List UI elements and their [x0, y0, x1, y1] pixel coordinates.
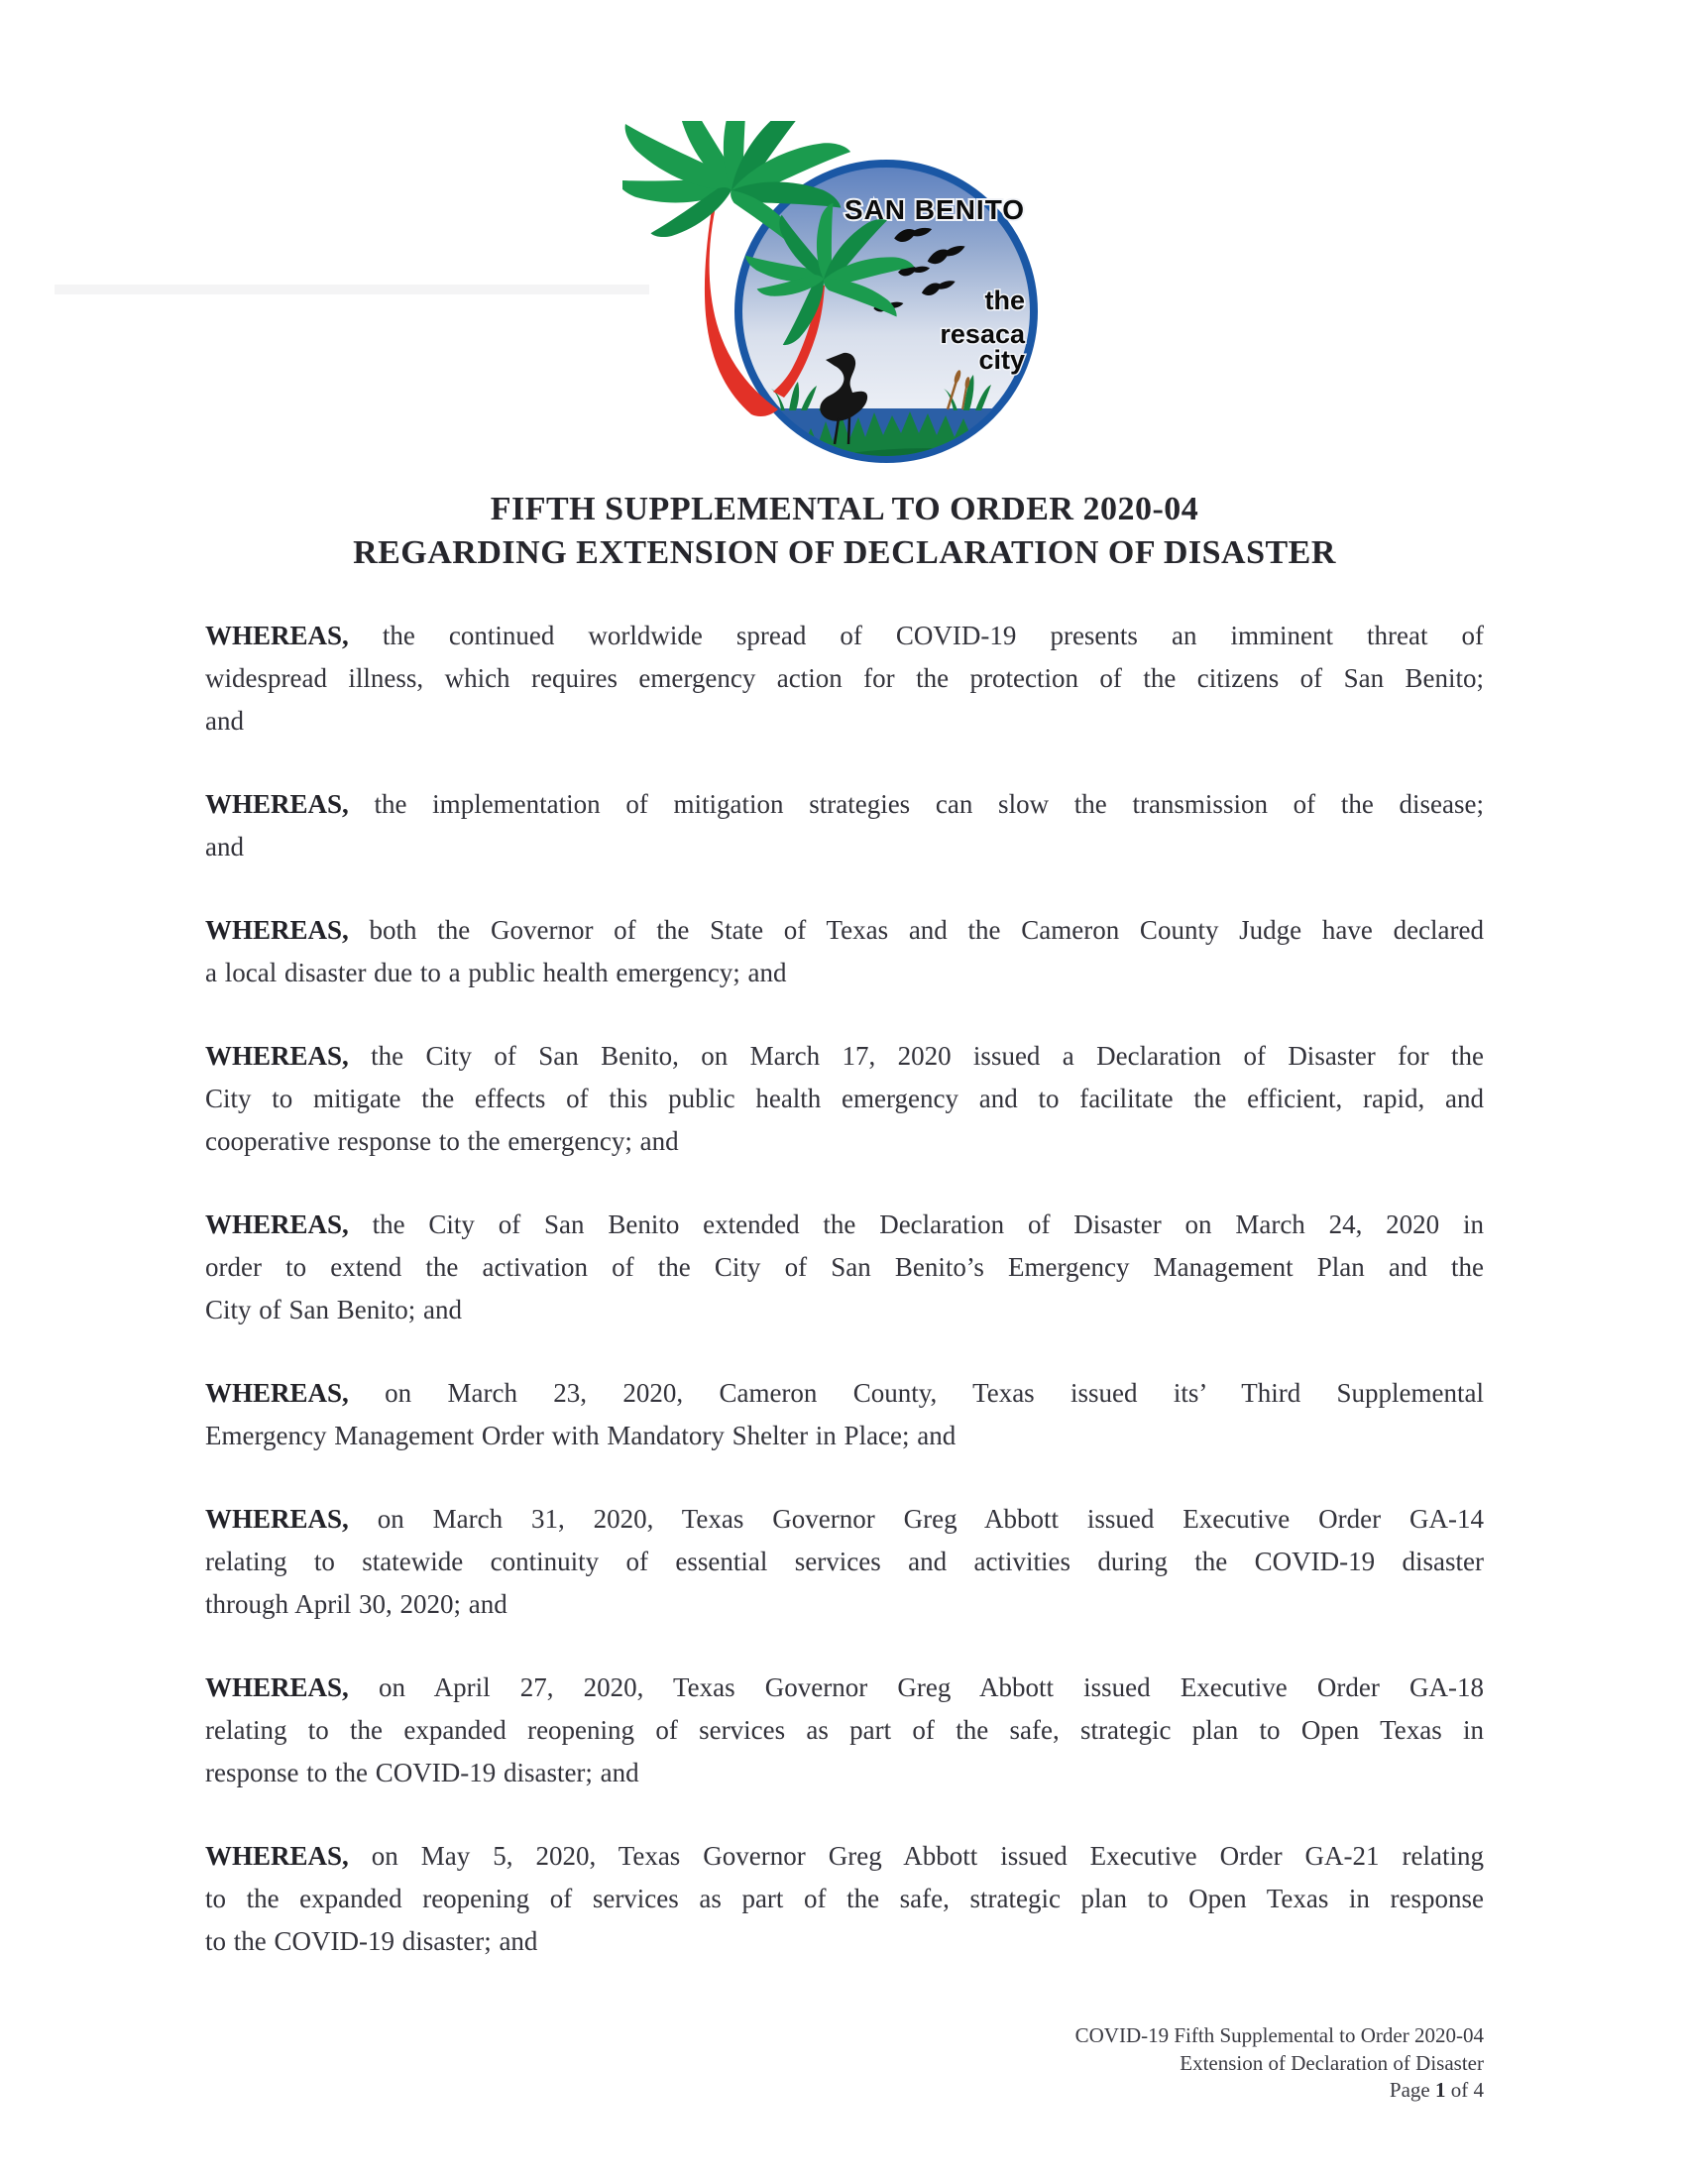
whereas-paragraph-5 [205, 1204, 1484, 1331]
paragraph-line: City to mitigate the effects of this public health emergency and to facilitate the efficient, rapid, and [205, 1084, 1484, 1113]
paragraph-line: relating to the expanded reopening of services as part of the safe, strategic plan to Open Texas in [205, 1715, 1484, 1745]
paragraph-line: on May 5, 2020, Texas Governor Greg Abbott issued Executive Order GA-21 relating [371, 1841, 1484, 1871]
paragraph-line: on March 23, 2020, Cameron County, Texas issued its’ Third Supplemental [385, 1378, 1484, 1408]
whereas-lead: WHEREAS, [205, 1672, 349, 1702]
document-title [0, 488, 1689, 575]
paragraph-line: on April 27, 2020, Texas Governor Greg Abbott issued Executive Order GA-18 [378, 1672, 1484, 1702]
document-body [205, 615, 1484, 2004]
city-seal-logo [622, 121, 1049, 466]
city-name-label: SAN BENITO [844, 194, 1026, 225]
tagline-the-label: the [984, 286, 1025, 315]
whereas-lead: WHEREAS, [205, 1504, 349, 1534]
paragraph-line: the City of San Benito extended the Declaration of Disaster on March 24, 2020 in [372, 1209, 1484, 1239]
whereas-lead: WHEREAS, [205, 1378, 349, 1408]
whereas-lead: WHEREAS, [205, 1209, 349, 1239]
whereas-lead: WHEREAS, [205, 1041, 349, 1071]
tagline-city-label: city [978, 345, 1025, 375]
paragraph-line: both the Governor of the State of Texas and the Cameron County Judge have declared [369, 915, 1484, 945]
paragraph-line: the implementation of mitigation strategies can slow the transmission of the disease; [374, 789, 1484, 819]
whereas-lead: WHEREAS, [205, 621, 349, 650]
paragraph-line: the City of San Benito, on March 17, 2020 issued a Declaration of Disaster for the [371, 1041, 1484, 1071]
scan-artifact-streak [55, 285, 649, 294]
city-seal-icon [622, 121, 1049, 466]
paragraph-line: through April 30, 2020; and [205, 1589, 507, 1619]
whereas-paragraph-6 [205, 1372, 1484, 1457]
paragraph-line: Emergency Management Order with Mandatory Shelter in Place; and [205, 1421, 957, 1450]
footer-doc-subtitle: Extension of Declaration of Disaster [1180, 2050, 1484, 2075]
paragraph-line: widespread illness, which requires emergency action for the protection of the citizens of San Benito; [205, 663, 1484, 693]
whereas-lead: WHEREAS, [205, 1841, 349, 1871]
paragraph-line: cooperative response to the emergency; and [205, 1126, 679, 1156]
whereas-paragraph-3 [205, 909, 1484, 994]
paragraph-line: to the expanded reopening of services as part of the safe, strategic plan to Open Texas in response [205, 1884, 1484, 1913]
paragraph-line: and [205, 832, 244, 862]
paragraph-line: order to extend the activation of the City of San Benito’s Emergency Management Plan and the [205, 1252, 1484, 1282]
whereas-lead: WHEREAS, [205, 789, 349, 819]
title-line-2: REGARDING EXTENSION OF DECLARATION OF DISASTER [353, 534, 1336, 571]
footer-page-number: Page 1 of 4 [1389, 2078, 1484, 2102]
whereas-lead: WHEREAS, [205, 915, 349, 945]
paragraph-line: response to the COVID-19 disaster; and [205, 1758, 639, 1787]
page-footer [1075, 2022, 1484, 2105]
whereas-paragraph-1 [205, 615, 1484, 743]
whereas-paragraph-8 [205, 1667, 1484, 1794]
paragraph-line: a local disaster due to a public health emergency; and [205, 958, 787, 987]
whereas-paragraph-2 [205, 783, 1484, 868]
whereas-paragraph-4 [205, 1035, 1484, 1163]
paragraph-line: on March 31, 2020, Texas Governor Greg Abbott issued Executive Order GA-14 [377, 1504, 1484, 1534]
paragraph-line: the continued worldwide spread of COVID-19 presents an imminent threat of [382, 621, 1484, 650]
paragraph-line: relating to statewide continuity of essential services and activities during the COVID-19 disaster [205, 1547, 1484, 1576]
tagline-resaca-label: resaca [940, 319, 1025, 349]
paragraph-line: City of San Benito; and [205, 1295, 462, 1324]
whereas-paragraph-9 [205, 1835, 1484, 1963]
paragraph-line: and [205, 706, 244, 736]
footer-doc-title: COVID-19 Fifth Supplemental to Order 2020-04 [1074, 2023, 1484, 2047]
whereas-paragraph-7 [205, 1498, 1484, 1626]
paragraph-line: to the COVID-19 disaster; and [205, 1926, 538, 1956]
title-line-1: FIFTH SUPPLEMENTAL TO ORDER 2020-04 [490, 491, 1199, 527]
